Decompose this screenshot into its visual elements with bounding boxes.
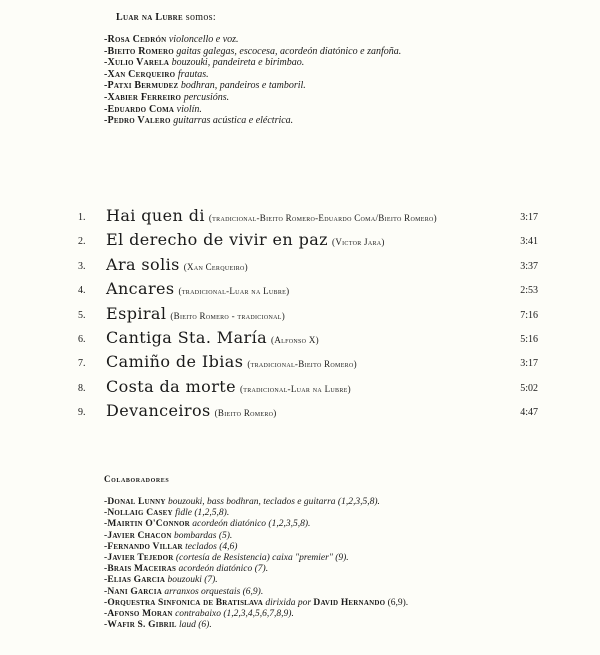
track-credit: (Alfonso X) bbox=[271, 334, 319, 345]
collaborator-item bbox=[104, 542, 408, 553]
member-item bbox=[104, 34, 401, 46]
track-number: 6. bbox=[78, 333, 86, 345]
track-row bbox=[78, 304, 538, 328]
track-row bbox=[78, 230, 538, 254]
member-name: -Xulio Varela bbox=[104, 57, 170, 69]
collaborator-item bbox=[104, 587, 408, 598]
collaborator-name: -Nani Garcia bbox=[104, 586, 162, 597]
track-title: Camiño de Ibias bbox=[106, 352, 244, 372]
collaborator-name: -Elias Garcia bbox=[104, 575, 166, 586]
conductor-name: David Hernando bbox=[313, 597, 386, 608]
track-duration: 3:37 bbox=[520, 260, 538, 272]
track-title-line bbox=[106, 255, 248, 274]
band-name: Luar na Lubre bbox=[116, 12, 183, 23]
collaborator-name: -Mairtin O'Connor bbox=[104, 519, 190, 530]
member-item bbox=[104, 104, 401, 116]
track-title-line bbox=[106, 230, 385, 249]
collaborator-name: -Nollaig Casey bbox=[104, 508, 173, 519]
collaborator-name: -Javier Chacon bbox=[104, 530, 172, 541]
track-duration: 3:17 bbox=[520, 212, 538, 223]
track-title: Costa da morte bbox=[106, 376, 236, 396]
track-duration: 5:16 bbox=[520, 333, 538, 345]
member-role: bodhran, pandeiros e tamboril. bbox=[178, 80, 306, 92]
collaborator-name: -Donal Lunny bbox=[104, 497, 166, 507]
member-name: -Rosa Cedrón bbox=[104, 34, 167, 45]
collaborator-item bbox=[104, 609, 408, 620]
member-role: bouzouki, pandeireta e birimbao. bbox=[169, 57, 305, 69]
track-row bbox=[78, 206, 538, 230]
collaborator-name: -Orquestra Sinfonica de Bratislava bbox=[104, 597, 264, 608]
track-title: Ancares bbox=[106, 279, 175, 299]
member-item bbox=[104, 115, 401, 127]
member-role: violoncello e voz. bbox=[166, 34, 239, 45]
track-title: Ara solis bbox=[106, 254, 180, 274]
collaborator-role: contrabaixo (1,2,3,4,5,6,7,8,9). bbox=[172, 609, 294, 620]
track-credit: (Bieito Romero) bbox=[214, 408, 277, 419]
member-name: -Xabier Ferreiro bbox=[104, 91, 182, 103]
track-row bbox=[78, 328, 538, 352]
track-title-line bbox=[106, 206, 437, 225]
collaborator-role: laud (6). bbox=[176, 620, 212, 631]
track-duration: 7:16 bbox=[520, 309, 538, 321]
member-name: -Patxi Bermudez bbox=[104, 80, 179, 92]
collaborator-role: acordeón diatónico (1,2,3,5,8). bbox=[189, 519, 311, 530]
track-title: Devanceiros bbox=[106, 401, 211, 421]
collaborator-item bbox=[104, 531, 408, 542]
track-number: 9. bbox=[78, 407, 86, 419]
collaborator-tracks: (6,9). bbox=[385, 597, 409, 608]
member-item bbox=[104, 57, 401, 69]
track-credit: (Bieito Romero - tradicional) bbox=[170, 310, 286, 321]
collaborator-item bbox=[104, 575, 408, 586]
collaborators-heading: Colaboradores bbox=[104, 474, 170, 484]
collaborator-name: -Afonso Moran bbox=[104, 609, 173, 620]
member-role: violín. bbox=[174, 103, 202, 115]
collaborator-name: -Wafir S. Gibril bbox=[104, 620, 177, 631]
collaborator-role: arranxos orquestais (6,9). bbox=[161, 586, 264, 597]
collaborator-role: bouzouki, bass bodhran, teclados e guitarra (1,2,3,5,8). bbox=[165, 497, 380, 507]
track-title: El derecho de vivir en paz bbox=[106, 230, 329, 250]
track-title: Espiral bbox=[106, 303, 167, 323]
member-role: percusións. bbox=[181, 91, 230, 103]
member-item bbox=[104, 80, 401, 92]
track-row bbox=[78, 377, 538, 401]
track-title-line bbox=[106, 377, 351, 396]
collaborator-name: -Javier Tejedor bbox=[104, 553, 174, 564]
track-title-line bbox=[106, 352, 357, 371]
track-duration: 3:17 bbox=[520, 358, 538, 370]
collaborator-name: -Fernando Villar bbox=[104, 541, 183, 552]
track-credit: (tradicional-Luar na Lubre) bbox=[178, 286, 290, 297]
member-list bbox=[104, 34, 401, 127]
track-list bbox=[78, 206, 538, 426]
collaborator-item bbox=[104, 598, 408, 609]
collaborator-name: -Brais Maceiras bbox=[104, 564, 177, 575]
track-credit: (Xan Cerqueiro) bbox=[183, 261, 248, 272]
collaborator-item bbox=[104, 497, 408, 508]
collaborator-role: teclados (4,6) bbox=[182, 541, 238, 552]
track-row bbox=[78, 352, 538, 376]
collaborator-list bbox=[104, 497, 408, 631]
member-role: frautas. bbox=[175, 68, 209, 80]
track-row bbox=[78, 279, 538, 303]
collaborator-item bbox=[104, 620, 408, 631]
collaborator-item bbox=[104, 519, 408, 530]
collaborator-role: bombardas (5). bbox=[171, 530, 233, 541]
member-name: -Pedro Valero bbox=[104, 115, 171, 127]
track-number: 3. bbox=[78, 260, 86, 272]
track-title: Hai quen di bbox=[106, 206, 205, 225]
track-credit: (tradicional-Bieito Romero-Eduardo Coma/Bieito Romero) bbox=[208, 213, 437, 223]
collaborator-role: bouzouki (7). bbox=[165, 575, 218, 586]
track-title-line bbox=[106, 304, 285, 323]
band-heading bbox=[116, 12, 216, 23]
track-title-line bbox=[106, 401, 277, 420]
collaborator-role: acordeón diatónico (7). bbox=[176, 564, 269, 575]
member-name: -Xan Cerqueiro bbox=[104, 68, 176, 80]
band-heading-suffix: somos: bbox=[182, 12, 216, 23]
member-role: guitarras acústica e eléctrica. bbox=[170, 115, 294, 127]
collaborator-item bbox=[104, 553, 408, 564]
track-row bbox=[78, 255, 538, 279]
collaborator-role: fidle (1,2,5,8). bbox=[172, 508, 230, 519]
track-duration: 4:47 bbox=[520, 407, 538, 419]
track-title-line bbox=[106, 279, 289, 298]
track-title-line bbox=[106, 328, 319, 347]
member-item bbox=[104, 46, 401, 58]
track-number: 7. bbox=[78, 358, 86, 370]
track-credit: (Victor Jara) bbox=[332, 237, 385, 248]
track-number: 8. bbox=[78, 382, 86, 394]
member-name: -Eduardo Coma bbox=[104, 103, 175, 115]
track-row bbox=[78, 401, 538, 425]
track-credit: (tradicional-Bieito Romero) bbox=[247, 359, 357, 370]
track-duration: 5:02 bbox=[520, 382, 538, 394]
collaborator-role: dirixida por bbox=[263, 597, 314, 608]
member-role: gaitas galegas, escocesa, acordeón diatónico e zanfoña. bbox=[173, 45, 402, 57]
member-item bbox=[104, 92, 401, 104]
track-number: 1. bbox=[78, 212, 86, 223]
collaborator-role: (cortesía de Resistencia) caixa "premier" (9). bbox=[173, 553, 349, 564]
collaborator-item bbox=[104, 508, 408, 519]
collaborator-item bbox=[104, 564, 408, 575]
track-number: 5. bbox=[78, 309, 86, 321]
track-number: 2. bbox=[78, 236, 86, 248]
member-item bbox=[104, 69, 401, 81]
member-name: -Bieito Romero bbox=[104, 45, 174, 57]
track-duration: 2:53 bbox=[520, 285, 538, 297]
track-title: Cantiga Sta. María bbox=[106, 327, 268, 347]
track-duration: 3:41 bbox=[520, 236, 538, 248]
track-credit: (tradicional-Luar na Lubre) bbox=[239, 383, 351, 394]
track-number: 4. bbox=[78, 285, 86, 297]
